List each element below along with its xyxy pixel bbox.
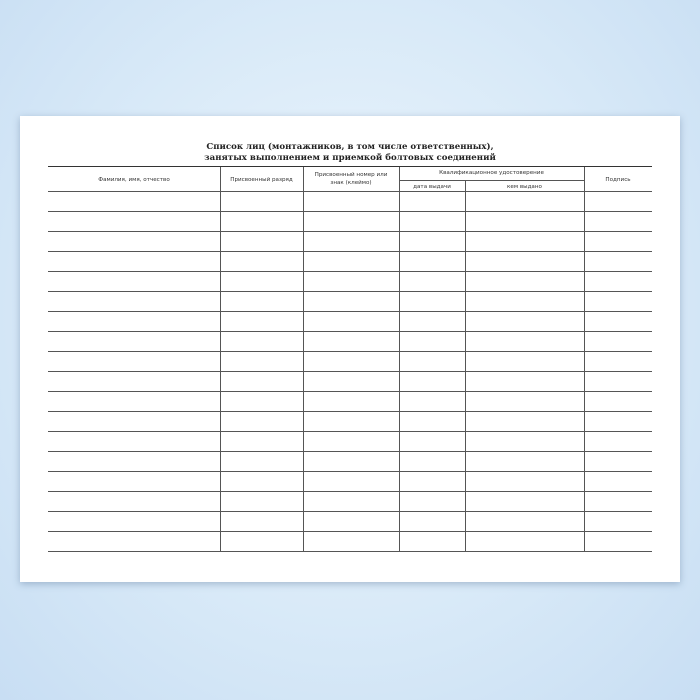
personnel-table [48, 166, 652, 551]
table-row-line [48, 531, 652, 532]
table-row-line [48, 311, 652, 312]
header-issue-date: дата выдачи [413, 184, 451, 190]
table-row-line [48, 251, 652, 252]
table-row-line [48, 451, 652, 452]
column-divider [584, 166, 585, 551]
header-issued-by: кем выдано [507, 184, 542, 190]
document-sheet [20, 116, 680, 582]
column-divider [399, 166, 400, 551]
table-row-line [48, 351, 652, 352]
table-row-line [48, 371, 652, 372]
table-row-line [48, 431, 652, 432]
header-bottom-border [48, 191, 652, 192]
column-divider [303, 166, 304, 551]
table-top-border [48, 166, 652, 167]
document-title-line-2: занятых выполнением и приемкой болтовых соединений [204, 153, 496, 163]
table-row-line [48, 291, 652, 292]
table-row-line [48, 391, 652, 392]
table-row-line [48, 331, 652, 332]
table-row-line [48, 211, 652, 212]
subheader-divider [399, 180, 584, 181]
column-divider [220, 166, 221, 551]
header-signature: Подпись [605, 177, 631, 183]
table-row-line [48, 551, 652, 552]
header-qualification-certificate: Квалификационное удостоверение [439, 170, 544, 176]
table-row-line [48, 471, 652, 472]
table-row-line [48, 491, 652, 492]
table-row-line [48, 411, 652, 412]
table-row-line [48, 271, 652, 272]
subcolumn-divider [465, 180, 466, 551]
table-row-line [48, 511, 652, 512]
document-title-line-1: Список лиц (монтажников, в том числе ответственных), [206, 142, 494, 152]
header-rank: Присвоенный разряд [230, 177, 293, 183]
header-full-name: Фамилия, имя, отчество [98, 177, 170, 183]
header-stamp-number: Присвоенный номер или знак (клеймо) [314, 172, 388, 186]
table-row-line [48, 231, 652, 232]
